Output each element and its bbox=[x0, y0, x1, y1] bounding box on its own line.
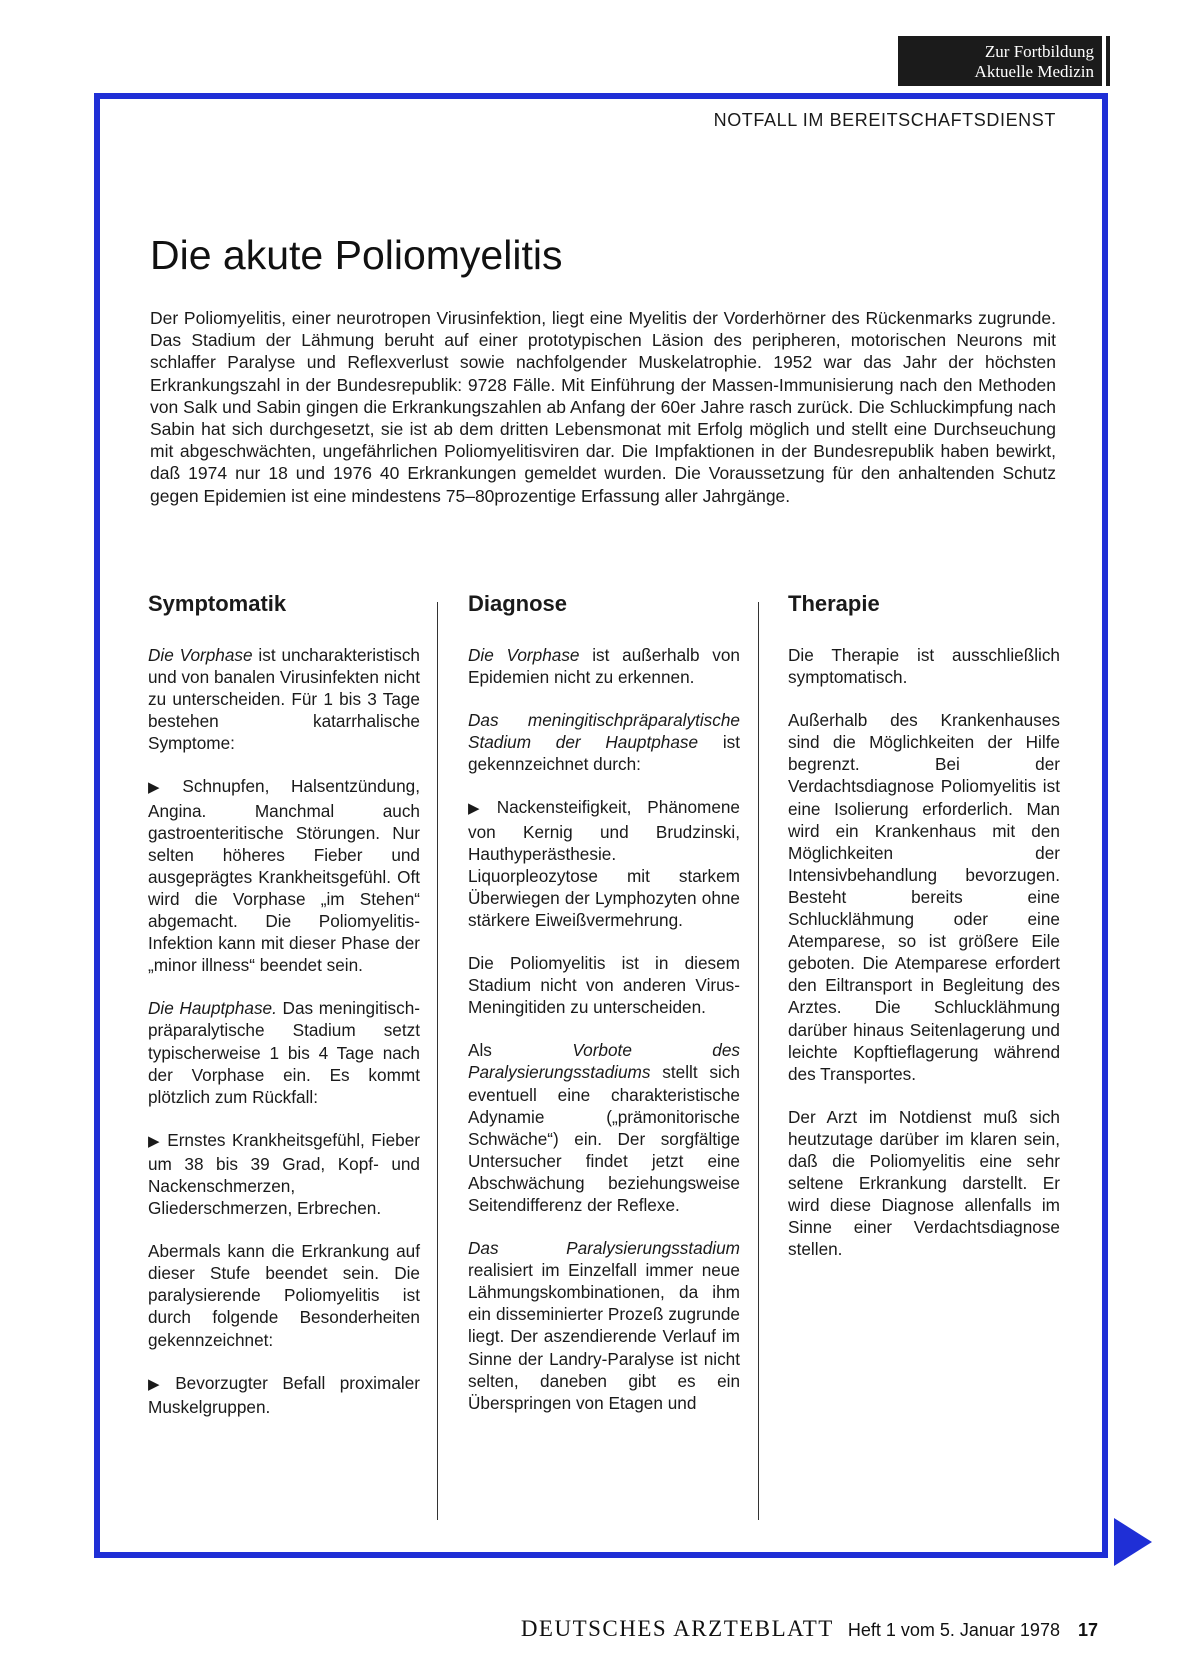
paragraph: Der Arzt im Notdienst muß sich heutzutage darüber im klaren sein, daß die Poliomyelitis eine sehr seltene Erkrankung darstellt. Er wird diese Diagnose allenfalls im Sinne einer Verdachtsdiagnose stellen. bbox=[788, 1106, 1060, 1260]
article-lead: Der Poliomyelitis, einer neurotropen Virusinfektion, liegt eine Myelitis der Vorderhörner des Rückenmarks zugrunde. Das Stadium der Lähmung beruht auf einer prototypischen Läsion des peripheren, motorischen Neurons mit schlaffer Paralyse und Reflexverlust sowie nachfolgender Muskelatrophie. 1952 war das Jahr der höchsten Erkrankungszahl in der Bundesrepublik: 9728 Fälle. Mit Einführung der Massen-Immunisierung nach den Methoden von Salk und Sabin gingen die Erkrankungszahlen ab Anfang der 60er Jahre rasch zurück. Die Schluckimpfung nach Sabin hat sich durchgesetzt, sie ist ab dem dritten Lebensmonat mit Erfolg möglich und stellt eine Durchseuchung mit abgeschwächten, ungefährlichen Poliomyelitisviren dar. Die Impfaktionen in der Bundesrepublik haben bewirkt, daß 1974 nur 18 und 1976 40 Erkrankungen gemeldet wurden. Die Voraussetzung für den anhaltenden Schutz gegen Epidemien ist eine mindestens 75–80prozentige Erfassung aller Jahrgänge. bbox=[150, 308, 1056, 506]
bullet-text: Ernstes Krankheitsgefühl, Fieber um 38 bis 39 Grad, Kopf- und Nackenschmerzen, Gliederschmerzen, Erbrechen. bbox=[148, 1129, 420, 1219]
section-label: NOTFALL IM BEREITSCHAFTSDIENST bbox=[713, 110, 1056, 130]
column-divider bbox=[758, 602, 759, 1520]
emphasis: Das meningitischpräparalytische Stadium der Hauptphase bbox=[468, 710, 740, 753]
emphasis: Die Hauptphase. bbox=[148, 998, 277, 1019]
emphasis: Vorbote des Paralysierungsstadiums bbox=[468, 1040, 741, 1083]
paragraph-text: ist uncharakteristisch und von banalen Virusinfekten nicht zu unterscheiden. Für 1 bis 3 Tage bestehen katarrhalische Symptome: bbox=[148, 645, 421, 754]
column-divider bbox=[437, 602, 438, 1520]
section-tag bbox=[898, 36, 1106, 86]
triangle-right-icon: ▶ bbox=[148, 1375, 170, 1393]
issue-info: Heft 1 vom 5. Januar 1978 bbox=[847, 1620, 1060, 1640]
bullet-text: Bevorzugter Befall proximaler Muskelgruppen. bbox=[148, 1372, 420, 1417]
journal-name: DEUTSCHES ARZTEBLATT bbox=[520, 1616, 834, 1641]
paragraph: Abermals kann die Erkrankung auf dieser Stufe beendet sein. Die paralysierende Poliomyelitis ist durch folgende Besonderheiten gekennzeichnet: bbox=[148, 1241, 420, 1350]
column-therapie bbox=[788, 590, 1060, 1281]
paragraph bbox=[468, 709, 740, 775]
paragraph-text: ist außerhalb von Epidemien nicht zu erkennen. bbox=[468, 645, 740, 688]
paragraph bbox=[468, 644, 740, 688]
play-arrow-icon bbox=[1114, 1518, 1152, 1566]
emphasis: Die Vorphase bbox=[468, 645, 580, 665]
emphasis: Die Vorphase bbox=[148, 645, 253, 665]
heading-therapie: Therapie bbox=[788, 591, 880, 616]
page-number: 17 bbox=[1077, 1620, 1098, 1640]
paragraph: Die Poliomyelitis ist in diesem Stadium nicht von anderen Virus-Meningitiden zu unterscheiden. bbox=[468, 953, 740, 1018]
section-tag-line2: Aktuelle Medizin bbox=[974, 62, 1094, 81]
bullet-paragraph bbox=[148, 1372, 420, 1418]
heading-symptomatik: Symptomatik bbox=[148, 591, 287, 616]
paragraph: Außerhalb des Krankenhauses sind die Möglichkeiten der Hilfe begrenzt. Bei der Verdachtsdiagnose Poliomyelitis ist eine Isolierung erforderlich. Man wird ein Krankenhaus mit den Möglichkeiten der Intensivbehandlung bevorzugen. Besteht bereits eine Schlucklähmung oder eine Atemparese, so ist größere Eile geboten. Die Atemparese erfordert den Eiltransport in Begleitung des Arztes. Die Schlucklähmung darüber hinaus Seitenlagerung und leichte Kopftieflagerung während des Transportes. bbox=[788, 710, 1060, 1084]
bullet-paragraph bbox=[148, 775, 420, 976]
article-title: Die akute Poliomyelitis bbox=[150, 232, 563, 278]
paragraph bbox=[468, 1237, 740, 1414]
heading-diagnose: Diagnose bbox=[468, 591, 568, 616]
paragraph: Die Therapie ist ausschließlich symptomatisch. bbox=[788, 645, 1060, 688]
paragraph-text: Als bbox=[468, 1040, 573, 1061]
section-tag-line1: Zur Fortbildung bbox=[984, 42, 1094, 61]
page-footer bbox=[521, 1616, 1098, 1642]
bullet-text: Schnupfen, Halsentzündung, Angina. Manchmal auch gastroenteritische Störungen. Nur selten höheres Fieber und ausgeprägtes Krankheitsgefühl. Oft wird die Vorphase „im Stehen“ abgemacht. Die Poliomyelitis-Infektion kann mit dieser Phase der „minor illness“ beendet sein. bbox=[148, 776, 420, 976]
paragraph-text: Das meningitisch-präparalytische Stadium setzt typischerweise 1 bis 4 Tage nach der Vorphase ein. Es kommt plötzlich zum Rückfall: bbox=[148, 998, 420, 1107]
bullet-text: Nackensteifigkeit, Phänomene von Kernig und Brudzinski, Hauthyperästhesie. Liquorpleozytose mit starkem Überwiegen der Lymphozyten ohne stärkere Eiweißvermehrung. bbox=[468, 797, 740, 930]
paragraph bbox=[148, 997, 420, 1107]
column-symptomatik bbox=[148, 590, 420, 1439]
triangle-right-icon: ▶ bbox=[148, 1132, 162, 1150]
paragraph bbox=[148, 644, 420, 754]
paragraph-text: stellt sich eventuell eine charakteristische Adynamie („prämonitorische Schwäche“) ein. Der sorgfältige Untersucher findet jetzt eine Abschwächung beziehungsweise Seitendifferenz der Reflexe. bbox=[468, 1062, 740, 1215]
bullet-paragraph bbox=[468, 796, 740, 931]
paragraph-text: ist gekennzeichnet durch: bbox=[468, 732, 741, 775]
triangle-right-icon: ▶ bbox=[148, 779, 177, 797]
paragraph bbox=[468, 1039, 740, 1216]
bullet-paragraph bbox=[148, 1129, 420, 1219]
paragraph-text: realisiert im Einzelfall immer neue Lähmungskombinationen, da ihm ein disseminierter Prozeß zugrunde liegt. Der aszendierende Verlauf im Sinne der Landry-Paralyse ist nicht selten, daneben gibt es ein Überspringen von Etagen und bbox=[468, 1260, 740, 1413]
triangle-right-icon: ▶ bbox=[468, 800, 491, 818]
column-diagnose bbox=[468, 590, 740, 1435]
emphasis: Das Paralysierungsstadium bbox=[468, 1238, 740, 1259]
